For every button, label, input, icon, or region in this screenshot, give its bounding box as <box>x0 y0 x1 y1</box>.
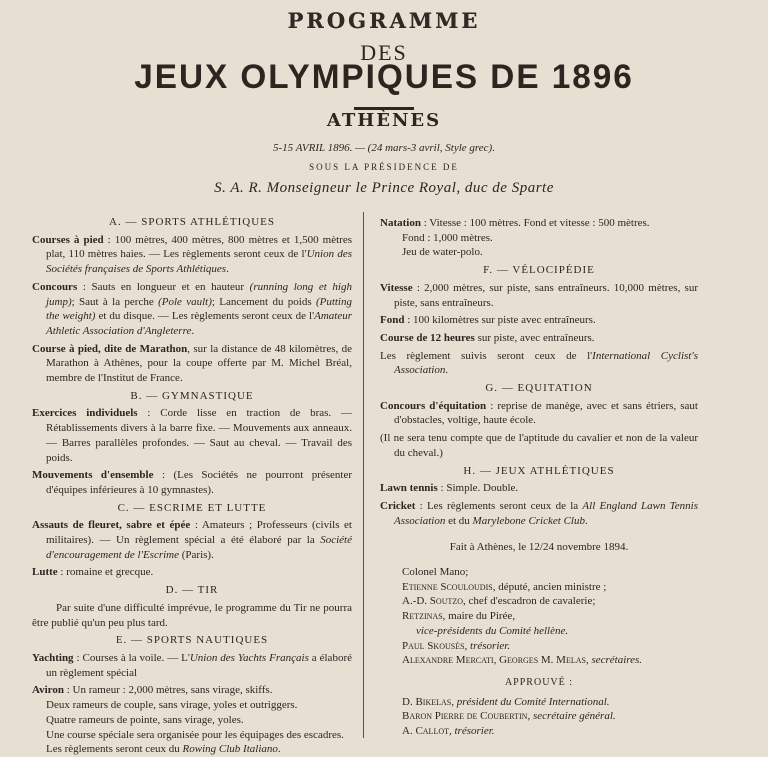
equitation-note: (Il ne sera tenu compte que de l'aptitude du cavalier et non de la valeur du cheval.) <box>380 432 698 459</box>
assauts: Assauts de fleuret, sabre et épée : Amateurs ; Professeurs (civils et militaires). — Un règlement spécial a été élaboré par la Société d'encouragement de l'Escrime (Paris). <box>32 519 352 561</box>
velo-fond: Fond : 100 kilomètres sur piste avec entraîneurs. <box>380 314 596 327</box>
prince-line: S. A. R. Monseigneur le Prince Royal, duc de Sparte <box>214 180 554 196</box>
approver-coubertin: Baron Pierre de Coubertin, secrétaire général. <box>402 710 616 723</box>
yachting: Yachting : Courses à la voile. — L'Union des Yachts Français a élaboré un règlement spécial <box>32 651 352 679</box>
signatory-skouses: Paul Skousès, trésorier. <box>402 639 511 652</box>
approvers <box>380 695 698 739</box>
fait-a-athenes: Fait à Athènes, le 12/24 novembre 1894. <box>449 541 629 554</box>
signatory-mano: Colonel Mano; <box>402 566 469 579</box>
section-d-heading: D. — TIR <box>165 584 219 597</box>
tir-note: Par suite d'une difficulté imprévue, le programme du Tir ne pourra être publié qu'un peu plus tard. <box>32 601 352 629</box>
cricket: Cricket : Les règlements seront ceux de la All England Lawn Tennis Association et du Marylebone Cricket Club. <box>380 499 698 527</box>
course-12-heures: Course de 12 heures sur piste, avec entraîneurs. <box>380 331 595 344</box>
marathon: Course à pied, dite de Marathon, sur la distance de 48 kilomètres, de Marathon à Athènes, pour la coupe offerte par M. Michel Bréal, membre de l'Institut de France. <box>32 342 352 385</box>
water-polo: Jeu de water-polo. <box>402 246 483 259</box>
aviron-speciale: Une course spéciale sera organisée pour les équipages des escadres. <box>46 728 344 741</box>
section-c-heading: C. — ESCRIME ET LUTTE <box>117 501 267 514</box>
dates-line: 5-15 AVRIL 1896. — (24 mars-3 avril, Style grec). <box>273 142 495 154</box>
concours: Concours : Sauts en longueur et en hauteur (running long et high jump); Saut à la perche (Pole vault); Lancement du poids (Putting the weight) et du disque. — Les règlements seront ceux de l'Amateur Athletic Association d'Angleterre. <box>32 280 352 337</box>
velo-vitesse: Vitesse : 2,000 mètres, sur piste, sans entraîneurs. 10,000 mètres, sur piste, sans entraîneurs. <box>380 281 698 309</box>
lutte: Lutte : romaine et grecque. <box>32 566 154 579</box>
mouvements-ensemble: Mouvements d'ensemble : (Les Sociétés ne pourront présenter d'équipes inférieures à 10 gymnastes). <box>32 469 352 496</box>
approuve-heading: APPROUVÉ : <box>504 676 574 688</box>
left-column <box>32 212 352 757</box>
section-h-heading: H. — JEUX ATHLÉTIQUES <box>463 464 615 477</box>
approver-callot: A. Callot, trésorier. <box>402 725 495 738</box>
concours-equitation: Concours d'équitation : reprise de manège, avec et sans étriers, saut d'obstacles, voltige, haute école. <box>380 399 698 427</box>
vice-presidents-note: vice-présidents du Comité hellène. <box>416 624 569 637</box>
city-heading: ATHÈNES <box>326 110 442 131</box>
lawn-tennis: Lawn tennis : Simple. Double. <box>380 482 519 495</box>
column-divider <box>363 212 364 738</box>
section-b-heading: B. — GYMNASTIQUE <box>130 389 254 402</box>
velo-reglements: Les règlement suivis seront ceux de l'International Cyclist's Association. <box>380 349 698 377</box>
page-title: JEUX OLYMPIQUES DE 1896 <box>134 58 634 96</box>
aviron: Aviron : Un rameur : 2,000 mètres, sans virage, skiffs. <box>32 684 273 697</box>
exercices-individuels: Exercices individuels : Corde lisse en traction de bras. — Rétablissements divers à la barre fixe. — Mouvements aux anneaux. — Barres parallèles profondes. — Saut au cheval. — Travail des poids. <box>32 407 352 464</box>
aviron-deux: Deux rameurs de couple, sans virage, yoles et outriggers. <box>46 699 298 712</box>
ornament-rule: ▬▬▬▬▬▬ <box>354 102 414 113</box>
aviron-quatre: Quatre rameurs de pointe, sans virage, yoles. <box>46 713 244 726</box>
right-column <box>380 216 698 739</box>
des-heading: DES <box>360 40 408 65</box>
signatories <box>380 565 698 668</box>
signatory-soutzo: A.-D. Soutzo, chef d'escadron de cavalerie; <box>402 595 596 608</box>
natation: Natation : Vitesse : 100 mètres. Fond et vitesse : 500 mètres. <box>380 217 650 229</box>
approver-bikelas: D. Bikelas, président du Comité International. <box>402 695 610 708</box>
section-a-heading: A. — SPORTS ATHLÉTIQUES <box>109 216 275 228</box>
section-g-heading: G. — EQUITATION <box>485 382 593 395</box>
natation-fond: Fond : 1,000 mètres. <box>402 231 493 244</box>
signatory-scouloudis: Etienne Scouloudis, député, ancien ministre ; <box>402 580 607 593</box>
signatory-retzinas: Retzinas, maire du Pirée, <box>402 610 516 623</box>
aviron-reglements: Les règlements seront ceux du Rowing Club Italiano. <box>46 743 281 756</box>
section-f-heading: F. — VÉLOCIPÉDIE <box>483 264 595 277</box>
presidence-line: SOUS LA PRÉSIDENCE DE <box>309 162 459 172</box>
programme-heading: PROGRAMME <box>287 8 481 33</box>
signatory-secretaires: Alexandre Mercati, Georges M. Melas, secrétaires. <box>402 654 643 667</box>
section-e-heading: E. — SPORTS NAUTIQUES <box>115 634 269 647</box>
courses-a-pied: Courses à pied : 100 mètres, 400 mètres, 800 mètres et 1,500 mètres plat, 110 mètres haies. — Les règlements seront ceux de l'Union des Sociétés françaises de Sports Athlétiques. <box>32 233 353 276</box>
